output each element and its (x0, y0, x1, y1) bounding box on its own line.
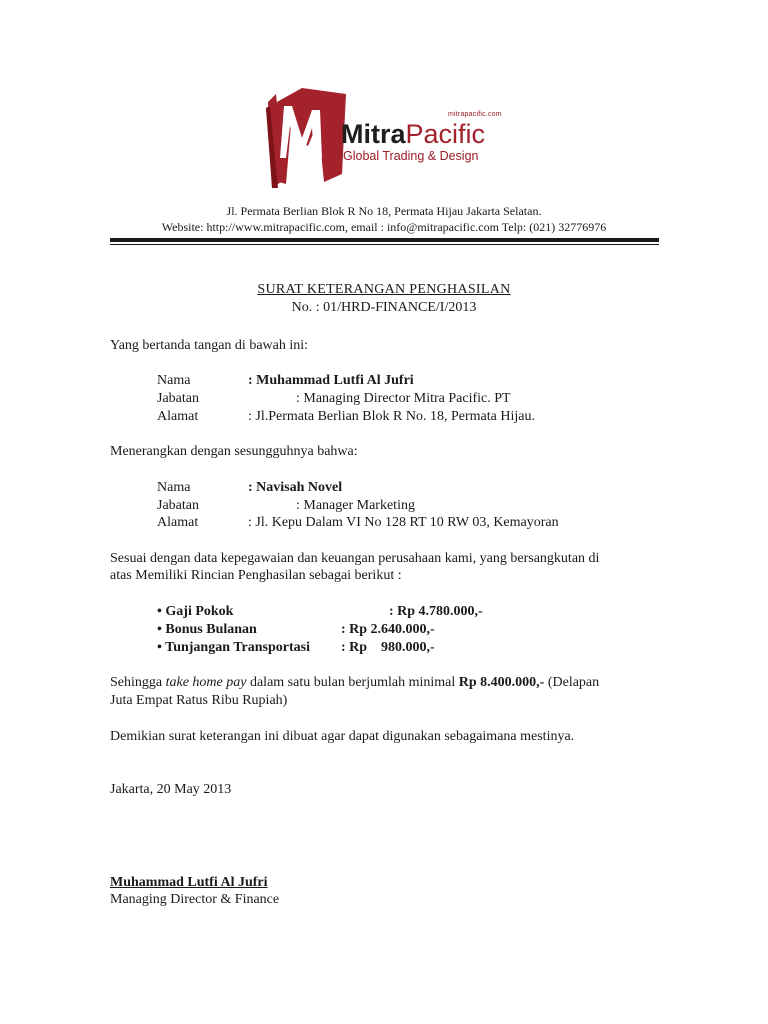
income-intro-line-1: Sesuai dengan data kepegawaian dan keuangan perusahaan kami, yang bersangkutan di (110, 551, 600, 566)
thp-amount: Rp 8.400.000,- (458, 675, 545, 690)
company-address: Jl. Permata Berlian Blok R No 18, Permata Hijau Jakarta Selatan. (226, 204, 542, 218)
income-item-amount: : Rp 2.640.000,- (341, 622, 435, 637)
take-home-pay-line-2: Juta Empat Ratus Ribu Rupiah) (110, 693, 288, 708)
employee-name-value: : Navisah Novel (248, 480, 343, 495)
brand-word-2: Pacific (405, 119, 486, 149)
header-divider-thin (110, 244, 659, 245)
income-intro-line-2: atas Memiliki Rincian Penghasilan sebagai berikut : (110, 568, 402, 583)
employee-address-value: : Jl. Kepu Dalam VI No 128 RT 10 RW 03, Kemayoran (248, 515, 559, 530)
header-divider-thick (110, 238, 659, 242)
employee-position-label: Jabatan (157, 498, 199, 513)
thp-italic: take home pay (165, 675, 247, 690)
company-logo (262, 88, 522, 196)
thp-prefix: Sehingga (110, 675, 166, 690)
employee-position-value: : Manager Marketing (296, 498, 415, 513)
employee-address-label: Alamat (157, 515, 199, 530)
place-date: Jakarta, 20 May 2013 (110, 782, 232, 797)
signatory-address-label: Alamat (157, 409, 199, 424)
document-title: SURAT KETERANGAN PENGHASILAN (257, 282, 511, 297)
thp-middle: dalam satu bulan berjumlah minimal (246, 675, 459, 690)
signatory-name-label: Nama (157, 373, 191, 388)
signer-name: Muhammad Lutfi Al Jufri (110, 875, 268, 890)
income-item-label: • Bonus Bulanan (157, 622, 257, 637)
thp-suffix: (Delapan (544, 675, 600, 690)
brand-tagline: Global Trading & Design (343, 149, 479, 163)
brand-word-1: Mitra (341, 119, 406, 149)
take-home-pay-line-1 (110, 674, 599, 691)
signatory-position-value: : Managing Director Mitra Pacific. PT (296, 391, 511, 406)
closing-text: Demikian surat keterangan ini dibuat agar dapat digunakan sebagaimana mestinya. (110, 729, 575, 744)
income-item-label: • Gaji Pokok (157, 604, 234, 619)
brand-name (341, 119, 485, 149)
employee-name-label: Nama (157, 480, 191, 495)
signatory-address-value: : Jl.Permata Berlian Blok R No. 18, Permata Hijau. (248, 409, 535, 424)
income-item-label: • Tunjangan Transportasi (157, 640, 311, 655)
signatory-name-value: : Muhammad Lutfi Al Jufri (248, 373, 414, 388)
income-item-amount: : Rp 4.780.000,- (389, 604, 483, 619)
signatory-position-label: Jabatan (157, 391, 199, 406)
logo-url-text: mitrapacific.com (448, 111, 502, 118)
document-number: No. : 01/HRD-FINANCE/I/2013 (291, 300, 477, 315)
mitra-pacific-logo-icon (262, 88, 348, 192)
intro-text: Yang bertanda tangan di bawah ini: (110, 338, 309, 353)
company-contact: Website: http://www.mitrapacific.com, email : info@mitrapacific.com Telp: (021) 32776976 (161, 220, 607, 234)
income-item-amount: : Rp 980.000,- (341, 640, 435, 655)
signer-title: Managing Director & Finance (110, 892, 280, 907)
declaration-text: Menerangkan dengan sesungguhnya bahwa: (110, 444, 358, 459)
